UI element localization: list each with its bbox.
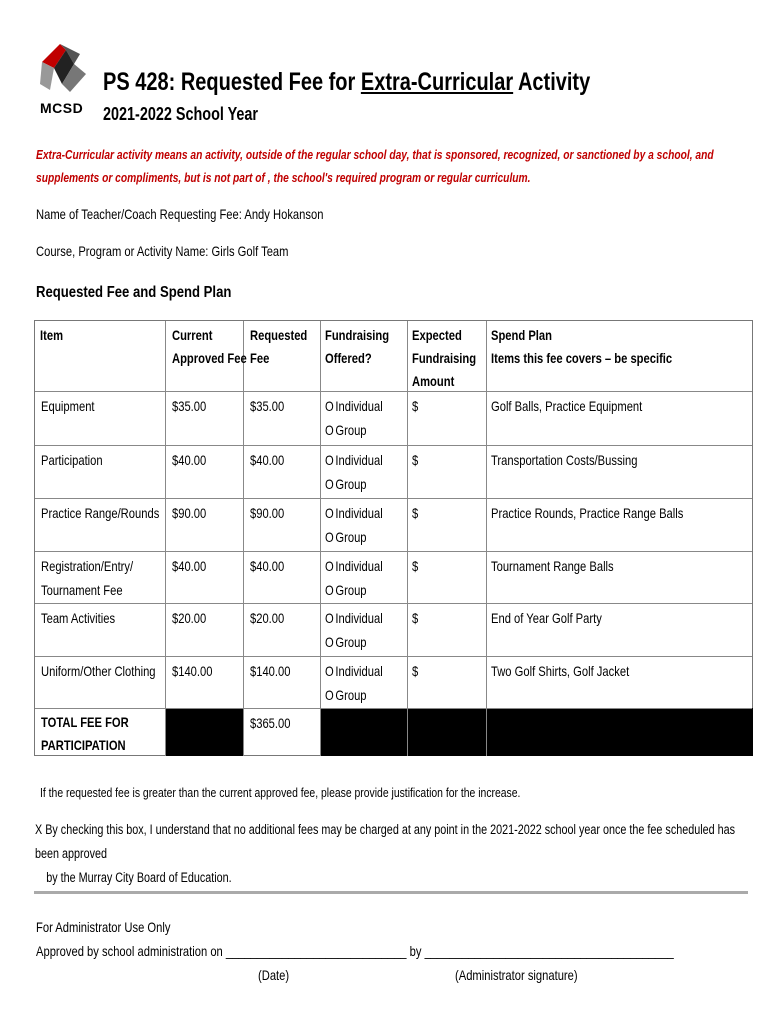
header-item: Item [40,327,64,343]
row-fundraising-options [325,394,383,442]
header-current-fee: Current Approved Fee [172,327,247,366]
row-spend-plan: Golf Balls, Practice Equipment [491,398,643,414]
page-title: PS 428: Requested Fee for Extra-Curricular Activity [103,68,591,96]
row-item: Participation [41,452,103,468]
row-expected-amount[interactable]: $ [412,452,419,468]
row-current-fee: $140.00 [172,663,213,679]
row-fundraising-options [325,659,383,707]
row-fundraising-options [325,606,383,654]
header-spend-plan: Spend Plan Items this fee covers – be specific [491,327,673,366]
row-item: Equipment [41,398,95,414]
section-heading: Requested Fee and Spend Plan [36,284,232,301]
admin-approval-line[interactable]: Approved by school administration on _____________________________ by ________________________________________ [36,943,674,959]
radio-individual[interactable]: O Individual [325,505,383,521]
row-spend-plan: Practice Rounds, Practice Range Balls [491,505,684,521]
radio-individual[interactable]: O Individual [325,663,383,679]
row-requested-fee: $40.00 [250,558,285,574]
header-expected-fundraising: Expected Fundraising Amount [412,327,477,389]
row-fundraising-options [325,554,383,602]
row-spend-plan: Tournament Range Balls [491,558,614,574]
row-expected-amount[interactable]: $ [412,558,419,574]
row-item: Team Activities [41,610,116,626]
row-expected-amount[interactable]: $ [412,610,419,626]
radio-group[interactable]: O Group [325,529,367,545]
date-label: (Date) [258,967,290,983]
row-current-fee: $40.00 [172,452,207,468]
radio-individual[interactable]: O Individual [325,558,383,574]
total-label: TOTAL FEE FOR PARTICIPATION [41,714,129,753]
row-requested-fee: $40.00 [250,452,285,468]
row-item: Registration/Entry/ Tournament Fee [41,558,134,598]
row-fundraising-options [325,501,383,549]
justification-prompt[interactable]: If the requested fee is greater than the current approved fee, please provide justification for the increase. [40,785,521,800]
row-fundraising-options [325,448,383,496]
row-requested-fee: $90.00 [250,505,285,521]
total-rest-blackout [320,708,753,756]
total-requested-fee: $365.00 [250,715,291,731]
fee-table [34,320,753,756]
teacher-name-line: Name of Teacher/Coach Requesting Fee: Andy Hokanson [36,206,324,222]
total-current-blackout [165,708,243,756]
row-spend-plan: Two Golf Shirts, Golf Jacket [491,663,630,679]
row-item: Practice Range/Rounds [41,505,160,521]
row-current-fee: $40.00 [172,558,207,574]
header-requested-fee: Requested Fee [250,327,308,366]
row-requested-fee: $140.00 [250,663,291,679]
admin-heading: For Administrator Use Only [36,919,171,935]
radio-group[interactable]: O Group [325,422,367,438]
radio-group[interactable]: O Group [325,476,367,492]
row-item: Uniform/Other Clothing [41,663,156,679]
school-year-subtitle: 2021-2022 School Year [103,104,259,124]
row-requested-fee: $35.00 [250,398,285,414]
header-fundraising-offered: Fundraising Offered? [325,327,390,366]
course-name-line: Course, Program or Activity Name: Girls Golf Team [36,243,289,259]
row-current-fee: $90.00 [172,505,207,521]
radio-group[interactable]: O Group [325,687,367,703]
definition-text: Extra-Curricular activity means an activity, outside of the regular school day, that is sponsored, recognized, or sanctioned by a school, and supplements or compliments, but is not part of , the school's required program or regular curriculum. [36,148,714,185]
row-current-fee: $35.00 [172,398,207,414]
row-expected-amount[interactable]: $ [412,505,419,521]
logo-wordmark: MCSD [40,100,84,116]
signature-label: (Administrator signature) [455,967,578,983]
radio-group[interactable]: O Group [325,582,367,598]
radio-group[interactable]: O Group [325,634,367,650]
section-divider [34,891,748,894]
row-requested-fee: $20.00 [250,610,285,626]
radio-individual[interactable]: O Individual [325,398,383,414]
row-spend-plan: End of Year Golf Party [491,610,602,626]
row-current-fee: $20.00 [172,610,207,626]
row-expected-amount[interactable]: $ [412,398,419,414]
row-expected-amount[interactable]: $ [412,663,419,679]
row-spend-plan: Transportation Costs/Bussing [491,452,638,468]
radio-individual[interactable]: O Individual [325,610,383,626]
agreement-checkbox-statement[interactable]: X By checking this box, I understand that no additional fees may be charged at any point in the 2021-2022 school year once the fee scheduled has been approved by the Murray City Board of Education. [35,822,736,885]
radio-individual[interactable]: O Individual [325,452,383,468]
